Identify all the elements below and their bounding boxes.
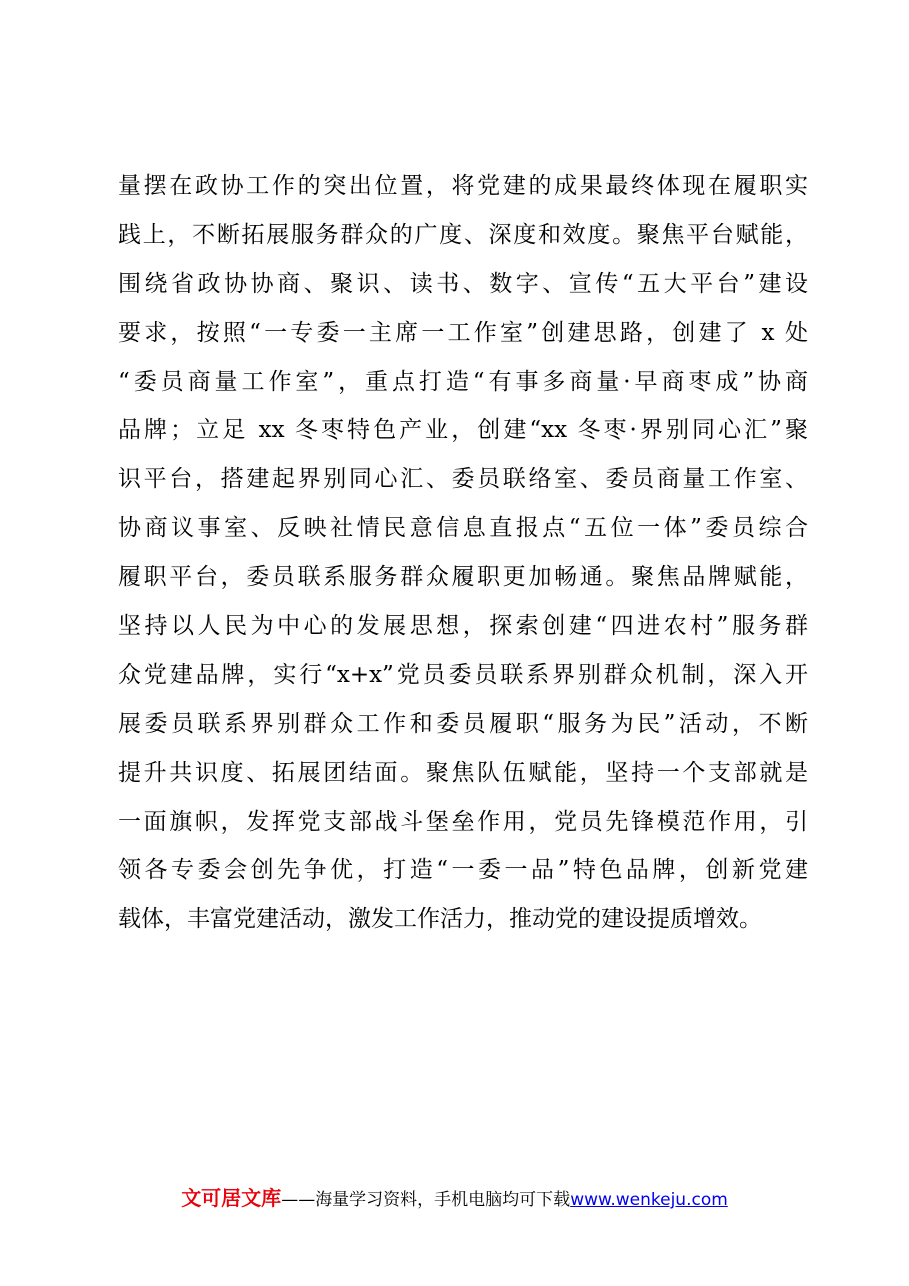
body-paragraph (118, 162, 808, 944)
text-line: 领各专委会创先争优，打造“一委一品”特色品牌，创新党建 (118, 857, 808, 884)
text-line: 要求，按照“一专委一主席一工作室”创建思路，创建了 x 处 (118, 319, 808, 346)
text-line: 品牌；立足 xx 冬枣特色产业，创建“xx 冬枣·界别同心汇”聚 (118, 417, 808, 444)
text-line: 提升共识度、拓展团结面。聚焦队伍赋能，坚持一个支部就是 (118, 759, 808, 786)
text-line: 量摆在政协工作的突出位置，将党建的成果最终体现在履职实 (118, 173, 808, 199)
text-line: 一面旗帜，发挥党支部战斗堡垒作用，党员先锋模范作用，引 (118, 808, 808, 835)
text-line: 履职平台，委员联系服务群众履职更加畅通。聚焦品牌赋能， (118, 564, 808, 591)
text-line: 识平台，搭建起界别同心汇、委员联络室、委员商量工作室、 (118, 466, 808, 493)
text-line: “委员商量工作室”，重点打造“有事多商量·早商枣成”协商 (118, 368, 808, 395)
text-line: 展委员联系界别群众工作和委员履职“服务为民”活动，不断 (118, 710, 808, 737)
text-line: 坚持以人民为中心的发展思想，探索创建“四进农村”服务群 (118, 613, 808, 640)
text-line: 载体，丰富党建活动，激发工作活力，推动党的建设提质增效。 (118, 906, 762, 933)
text-line: 践上，不断拓展服务群众的广度、深度和效度。聚焦平台赋能， (118, 221, 808, 248)
footer-brand: 文可居文库 (181, 1186, 282, 1210)
footer-tagline: ——海量学习资料，手机电脑均可下载 (281, 1190, 571, 1210)
text-line: 围绕省政协协商、聚识、读书、数字、宣传“五大平台”建设 (118, 270, 808, 297)
footer-website-link[interactable]: www.wenkeju.com (570, 1190, 728, 1210)
text-line: 众党建品牌，实行“x+x”党员委员联系界别群众机制，深入开 (118, 661, 808, 688)
footer-banner (0, 1182, 909, 1211)
text-line: 协商议事室、反映社情民意信息直报点“五位一体”委员综合 (118, 515, 808, 542)
